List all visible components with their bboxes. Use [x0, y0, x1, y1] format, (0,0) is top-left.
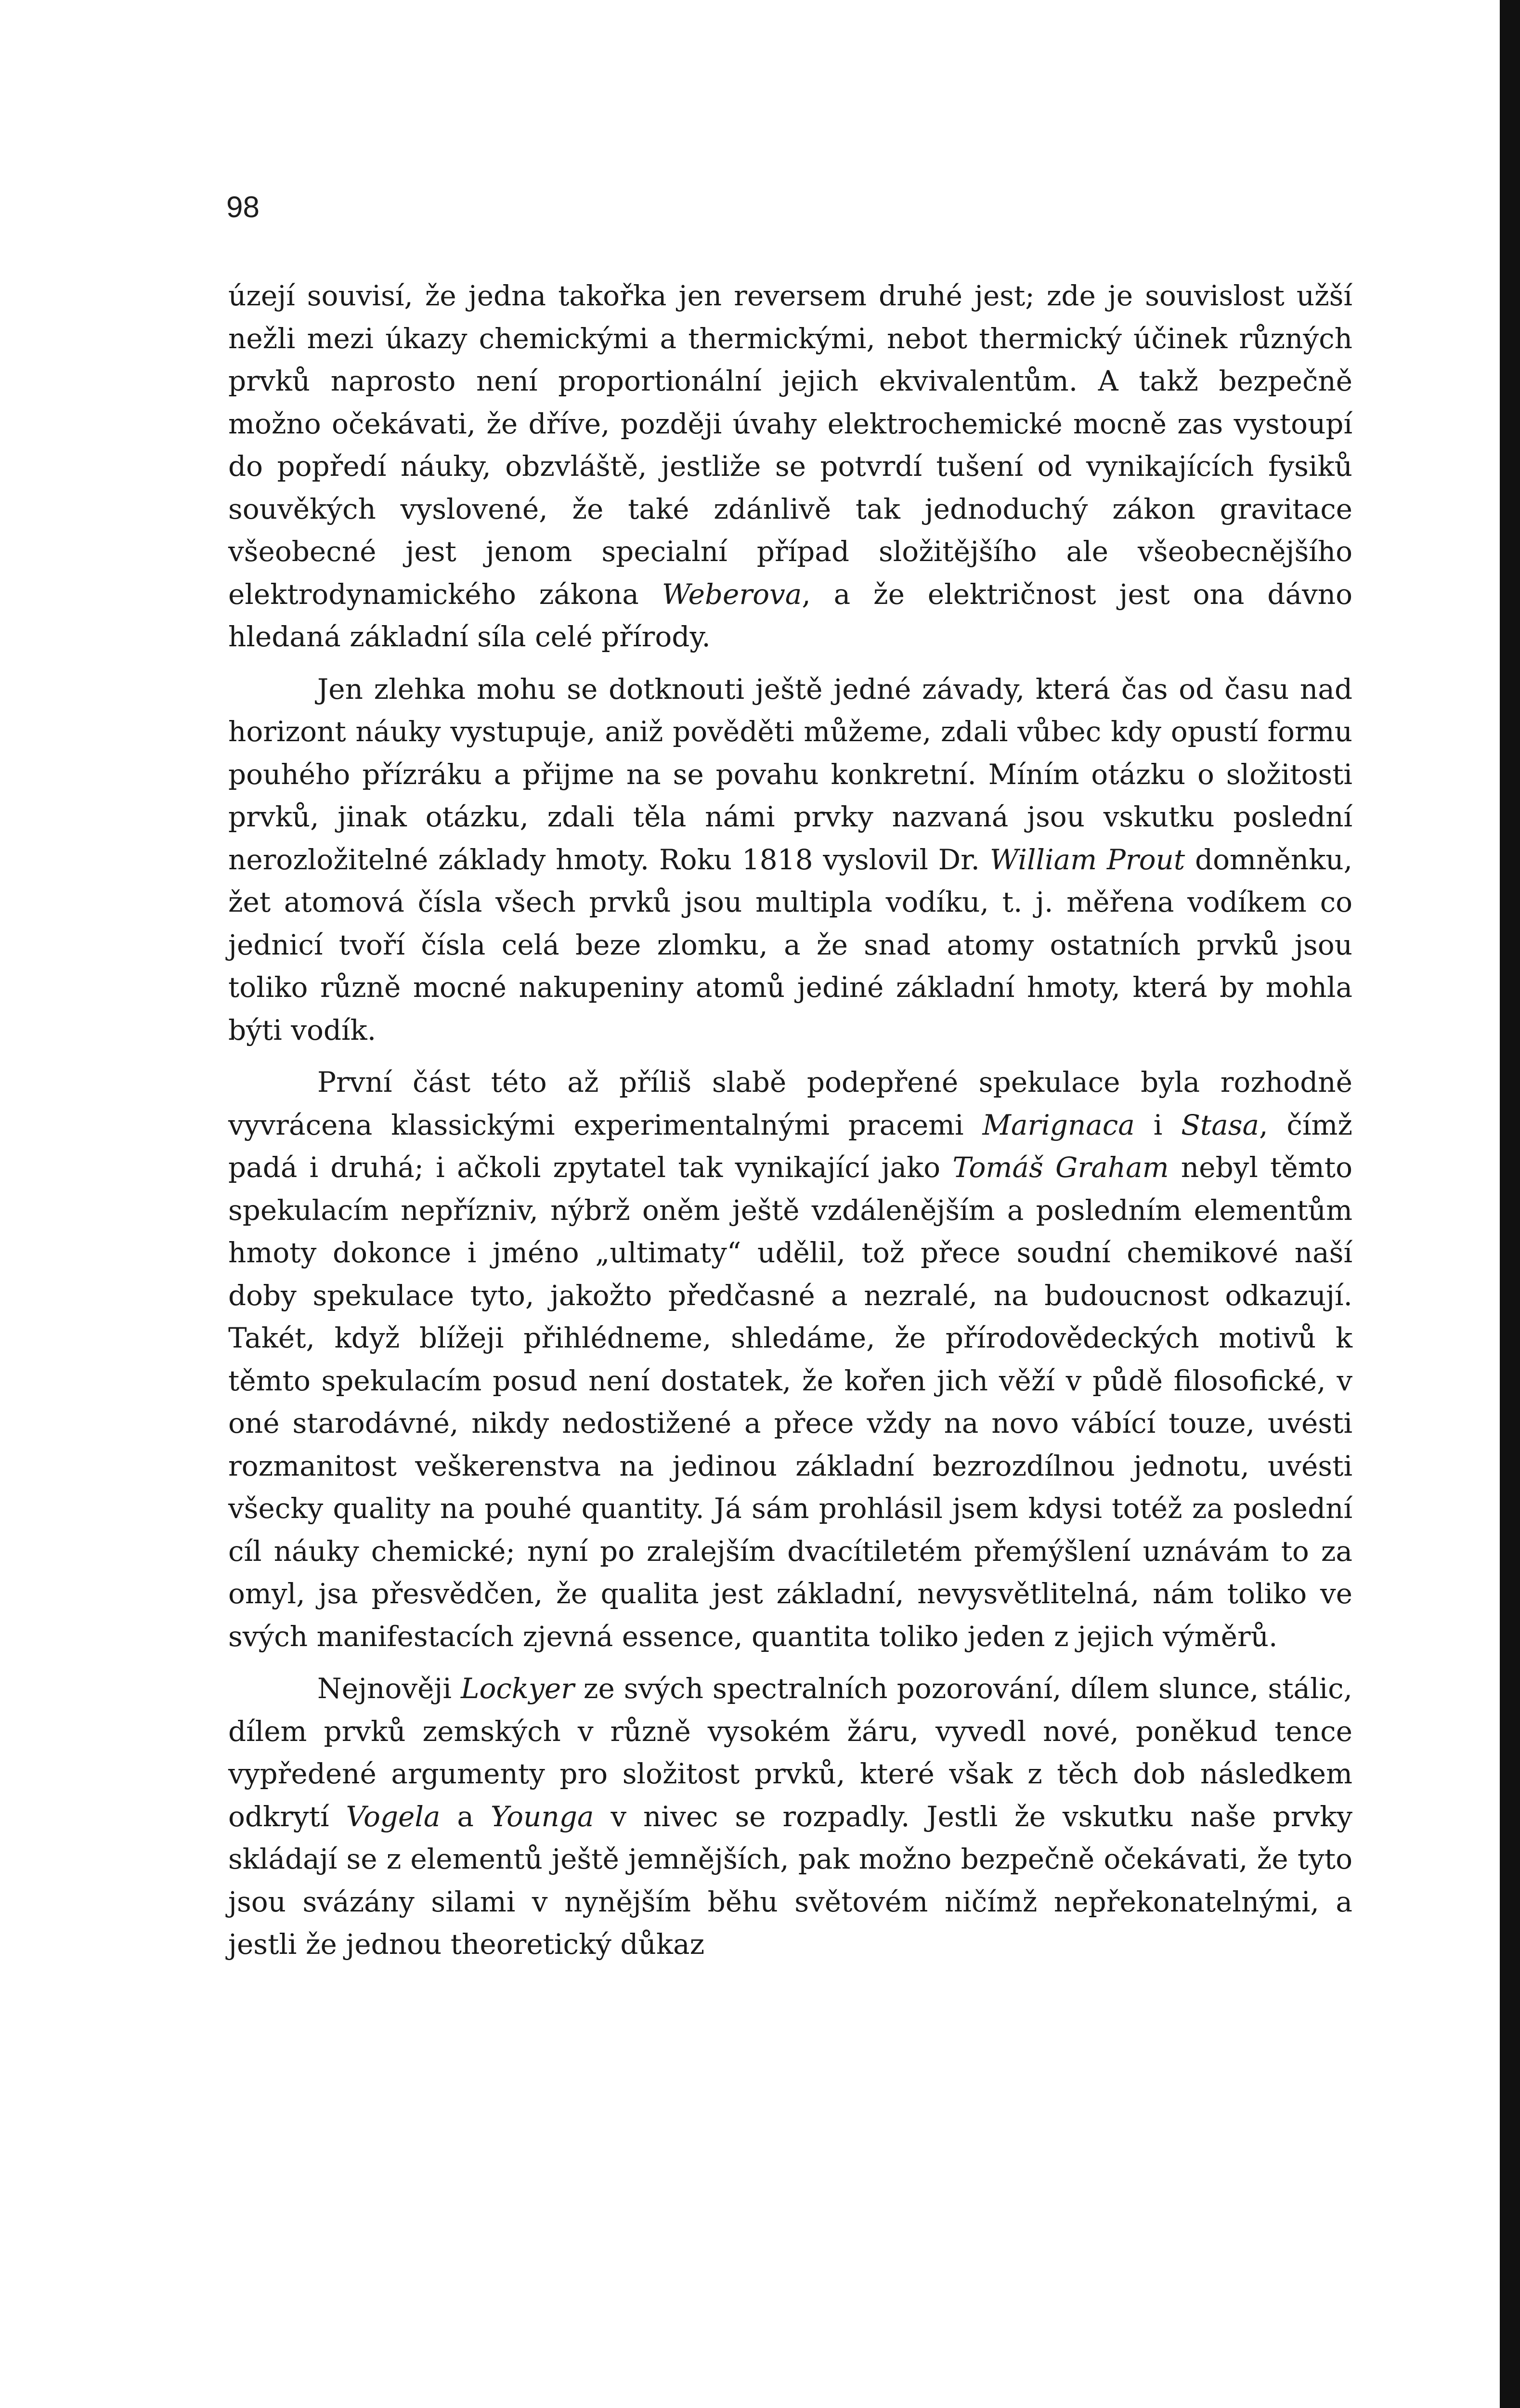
text-run: První část této až příliš slabě podepřené spekulace byla rozhodně vyvrácena klassickými experimentalnými pracemi	[228, 1066, 1352, 1141]
italic-name: Younga	[490, 1800, 594, 1833]
text-run: i	[1134, 1108, 1182, 1141]
text-run: Jen zlehka mohu se dotknouti ještě jedné závady, která čas od času nad horizont náuky vystupuje, aniž pověděti můžeme, zdali vůbec kdy opustí formu pouhého přízráku a přijme na se povahu konkretní. Míním otázku o složitosti prvků, jinak otázku, zdali těla námi prvky nazvaná jsou vskutku poslední nerozložitelné základy hmoty. Roku 1818 vyslovil Dr.	[228, 672, 1352, 876]
page-number: 98	[226, 191, 260, 224]
paragraph	[228, 1061, 1352, 1658]
text-run: , a že električnost jest ona dávno hledaná základní síla celé přírody.	[228, 577, 1352, 653]
italic-name: Lockyer	[460, 1672, 574, 1705]
text-run: úzejí souvisí, že jedna takořka jen reversem druhé jest; zde je souvislost užší nežli mezi úkazy chemickými a thermickými, nebot thermický účinek různých prvků naprosto není proportionální jejich ekvivalentům. A takž bezpečně možno očekávati, že dříve, později úvahy elektrochemické mocně zas vystoupí do popředí náuky, obzvláště, jestliže se potvrdí tušení od vynikajících fysiků souvěkých vyslovené, že také zdánlivě tak jednoduchý zákon gravitace všeobecné jest jenom specialní případ složitějšího ale všeobecnějšího elektrodynamického zákona	[228, 279, 1352, 611]
text-run: a	[440, 1800, 491, 1833]
italic-name: Stasa	[1181, 1108, 1260, 1141]
scan-edge	[1500, 0, 1520, 2408]
italic-name: Weberova	[662, 577, 802, 611]
text-run: v nivec se rozpadly. Jestli že vskutku naše prvky skládají se z elementů ještě jemnějších, pak možno bezpečně očekávati, že tyto jsou svázány silami v nynějším běhu světovém ničímž nepřekonatelnými, a jestli že jednou theoretický důkaz	[228, 1800, 1353, 1961]
paragraph	[228, 275, 1352, 658]
text-run: Nejnověji	[317, 1672, 461, 1705]
italic-name: Tomáš Graham	[952, 1151, 1169, 1184]
paragraph	[228, 1667, 1352, 1966]
text-run: nebyl těmto spekulacím nepřízniv, nýbrž oněm ještě vzdálenějším a posledním elementům hmoty dokonce i jméno „ultimaty“ udělil, tož přece soudní chemikové naší doby spekulace tyto, jakožto předčasné a nezralé, na budoucnost odkazují. Takét, když blížeji přihlédneme, shledáme, že přírodovědeckých motivů k těmto spekulacím posud není dostatek, že kořen jich věží v půdě filosofické, v oné starodávné, nikdy nedostižené a přece vždy na novo vábící touze, uvésti rozmanitost veškerenstva na jedinou základní bezrozdílnou jednotu, uvésti všecky quality na pouhé quantity. Já sám prohlásil jsem kdysi totéž za poslední cíl náuky chemické; nyní po zralejším dvacítiletém přemýšlení uznávám to za omyl, jsa přesvědčen, že qualita jest základní, nevysvětlitelná, nám toliko ve svých manifestacích zjevná essence, quantita toliko jeden z jejich výměrů.	[228, 1151, 1352, 1653]
body-text	[228, 275, 1352, 1966]
paragraph	[228, 668, 1352, 1052]
italic-name: William Prout	[989, 843, 1185, 876]
italic-name: Vogela	[346, 1800, 441, 1833]
italic-name: Marignaca	[982, 1108, 1135, 1141]
text-run: ze svých spectralních pozorování, dílem slunce, stálic, dílem prvků zemských v různě vysokém žáru, vyvedl nové, poněkud tence vypředené argumenty pro složitost prvků, které však z těch dob následkem odkrytí	[228, 1672, 1352, 1833]
text-run: , čímž padá i druhá; i ačkoli zpytatel tak vynikající jako	[228, 1108, 1352, 1184]
text-run: domněnku, žet atomová čísla všech prvků jsou multipla vodíku, t. j. měřena vodíkem co jednicí tvoří čísla celá beze zlomku, a že snad atomy ostatních prvků jsou toliko různě mocné nakupeniny atomů jediné základní hmoty, která by mohla býti vodík.	[228, 843, 1353, 1047]
